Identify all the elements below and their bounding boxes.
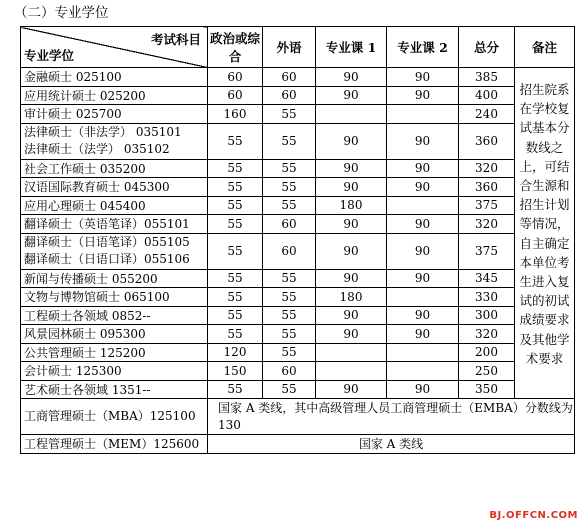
header-politics: 政治或综合 xyxy=(208,27,263,68)
header-total: 总分 xyxy=(459,27,515,68)
politics-score: 120 xyxy=(208,343,263,362)
major1-score: 90 xyxy=(316,123,387,159)
header-foreign: 外语 xyxy=(263,27,316,68)
total-score: 320 xyxy=(459,325,515,344)
major2-score: 90 xyxy=(387,306,459,325)
total-score: 360 xyxy=(459,123,515,159)
major1-score: 90 xyxy=(316,269,387,288)
foreign-score: 55 xyxy=(263,123,316,159)
major2-score xyxy=(387,362,459,381)
major2-score: 90 xyxy=(387,215,459,234)
total-score: 200 xyxy=(459,343,515,362)
major2-score xyxy=(387,105,459,124)
foreign-score: 55 xyxy=(263,105,316,124)
politics-score: 160 xyxy=(208,105,263,124)
foreign-score: 60 xyxy=(263,362,316,381)
degree-name: 文物与博物馆硕士 065100 xyxy=(21,288,208,307)
degree-name: 风景园林硕士 095300 xyxy=(21,325,208,344)
table-row xyxy=(21,86,575,105)
foreign-score: 60 xyxy=(263,233,316,269)
section-title: （二）专业学位 xyxy=(14,5,109,21)
foreign-score: 55 xyxy=(263,196,316,215)
politics-score: 55 xyxy=(208,178,263,197)
mem-line-note: 国家 A 类线 xyxy=(208,435,575,454)
degree-name: 金融硕士 025100 xyxy=(21,68,208,87)
table-row xyxy=(21,178,575,197)
total-score: 345 xyxy=(459,269,515,288)
degree-name xyxy=(21,233,208,269)
major2-score: 90 xyxy=(387,159,459,178)
degree-name: 审计硕士 025700 xyxy=(21,105,208,124)
total-score: 375 xyxy=(459,233,515,269)
major1-score: 90 xyxy=(316,380,387,399)
major2-score xyxy=(387,343,459,362)
major2-score: 90 xyxy=(387,325,459,344)
foreign-score: 55 xyxy=(263,159,316,178)
degree-name-line: 翻译硕士（日语笔译）055105 xyxy=(24,235,190,249)
total-score: 375 xyxy=(459,196,515,215)
major1-score: 180 xyxy=(316,196,387,215)
table-row-mem xyxy=(21,435,575,454)
header-row xyxy=(21,27,575,68)
major1-score: 90 xyxy=(316,306,387,325)
degree-name: 艺术硕士各领域 1351-- xyxy=(21,380,208,399)
major2-score xyxy=(387,288,459,307)
degree-name: 汉语国际教育硕士 045300 xyxy=(21,178,208,197)
score-table xyxy=(20,26,575,454)
header-major1: 专业课 1 xyxy=(316,27,387,68)
politics-score: 55 xyxy=(208,269,263,288)
degree-name: 社会工作硕士 035200 xyxy=(21,159,208,178)
major1-score xyxy=(316,362,387,381)
foreign-score: 55 xyxy=(263,380,316,399)
table-row xyxy=(21,159,575,178)
header-exam-subjects: 考试科目 xyxy=(150,32,201,47)
table-row xyxy=(21,343,575,362)
table-row xyxy=(21,362,575,381)
total-score: 250 xyxy=(459,362,515,381)
major1-score: 90 xyxy=(316,178,387,197)
degree-name: 工程管理硕士（MEM）125600 xyxy=(21,435,208,454)
header-major2: 专业课 2 xyxy=(387,27,459,68)
politics-score: 55 xyxy=(208,215,263,234)
total-score: 240 xyxy=(459,105,515,124)
diagonal-header-cell xyxy=(21,27,208,68)
degree-name: 工商管理硕士（MBA）125100 xyxy=(21,399,208,435)
degree-name: 公共管理硕士 125200 xyxy=(21,343,208,362)
foreign-score: 60 xyxy=(263,68,316,87)
foreign-score: 55 xyxy=(263,288,316,307)
table-row-mba xyxy=(21,399,575,435)
major1-score: 90 xyxy=(316,86,387,105)
total-score: 360 xyxy=(459,178,515,197)
major2-score: 90 xyxy=(387,123,459,159)
degree-name-line: 法律硕士（非法学） 035101 xyxy=(24,125,182,139)
foreign-score: 60 xyxy=(263,215,316,234)
politics-score: 55 xyxy=(208,123,263,159)
total-score: 330 xyxy=(459,288,515,307)
politics-score: 55 xyxy=(208,380,263,399)
total-score: 320 xyxy=(459,159,515,178)
politics-score: 55 xyxy=(208,325,263,344)
degree-name-line: 翻译硕士（日语口译）055106 xyxy=(24,252,190,266)
politics-score: 55 xyxy=(208,306,263,325)
table-row xyxy=(21,123,575,159)
degree-name: 会计硕士 125300 xyxy=(21,362,208,381)
header-note: 备注 xyxy=(515,27,575,68)
degree-name: 翻译硕士（英语笔译）055101 xyxy=(21,215,208,234)
major1-score xyxy=(316,105,387,124)
major1-score: 90 xyxy=(316,233,387,269)
table-row xyxy=(21,380,575,399)
table-row xyxy=(21,306,575,325)
total-score: 300 xyxy=(459,306,515,325)
politics-score: 150 xyxy=(208,362,263,381)
foreign-score: 55 xyxy=(263,269,316,288)
politics-score: 60 xyxy=(208,68,263,87)
politics-score: 55 xyxy=(208,159,263,178)
table-row xyxy=(21,325,575,344)
table-row xyxy=(21,233,575,269)
foreign-score: 55 xyxy=(263,178,316,197)
major2-score: 90 xyxy=(387,86,459,105)
major1-score: 90 xyxy=(316,325,387,344)
total-score: 385 xyxy=(459,68,515,87)
politics-score: 55 xyxy=(208,196,263,215)
table-row xyxy=(21,269,575,288)
major1-score: 90 xyxy=(316,68,387,87)
total-score: 350 xyxy=(459,380,515,399)
total-score: 400 xyxy=(459,86,515,105)
major1-score: 90 xyxy=(316,215,387,234)
major2-score xyxy=(387,196,459,215)
degree-name xyxy=(21,123,208,159)
degree-name: 新闻与传播硕士 055200 xyxy=(21,269,208,288)
major2-score: 90 xyxy=(387,269,459,288)
table-row xyxy=(21,196,575,215)
watermark: BJ.OFFCN.COM xyxy=(489,510,578,521)
degree-name: 应用心理硕士 045400 xyxy=(21,196,208,215)
header-degree: 专业学位 xyxy=(24,48,75,63)
degree-name: 应用统计硕士 025200 xyxy=(21,86,208,105)
major1-score: 90 xyxy=(316,159,387,178)
degree-name: 工程硕士各领域 0852-- xyxy=(21,306,208,325)
table-row xyxy=(21,288,575,307)
table-row xyxy=(21,68,575,87)
mba-line-note: 国家 A 类线，其中高级管理人员工商管理硕士（EMBA）分数线为 130 xyxy=(208,399,575,435)
foreign-score: 55 xyxy=(263,325,316,344)
note-cell: 招生院系在学校复试基本分数线之上，可结合生源和招生计划等情况，自主确定本单位考生进入复试的初试成绩要求及其他学术要求 xyxy=(515,68,575,399)
table-row xyxy=(21,105,575,124)
table-row xyxy=(21,215,575,234)
foreign-score: 60 xyxy=(263,86,316,105)
major1-score: 180 xyxy=(316,288,387,307)
major2-score: 90 xyxy=(387,178,459,197)
degree-name-line: 法律硕士（法学） 035102 xyxy=(24,142,170,156)
politics-score: 55 xyxy=(208,233,263,269)
foreign-score: 55 xyxy=(263,306,316,325)
major2-score: 90 xyxy=(387,233,459,269)
major2-score: 90 xyxy=(387,68,459,87)
major2-score: 90 xyxy=(387,380,459,399)
foreign-score: 55 xyxy=(263,343,316,362)
politics-score: 60 xyxy=(208,86,263,105)
total-score: 320 xyxy=(459,215,515,234)
major1-score xyxy=(316,343,387,362)
politics-score: 55 xyxy=(208,288,263,307)
